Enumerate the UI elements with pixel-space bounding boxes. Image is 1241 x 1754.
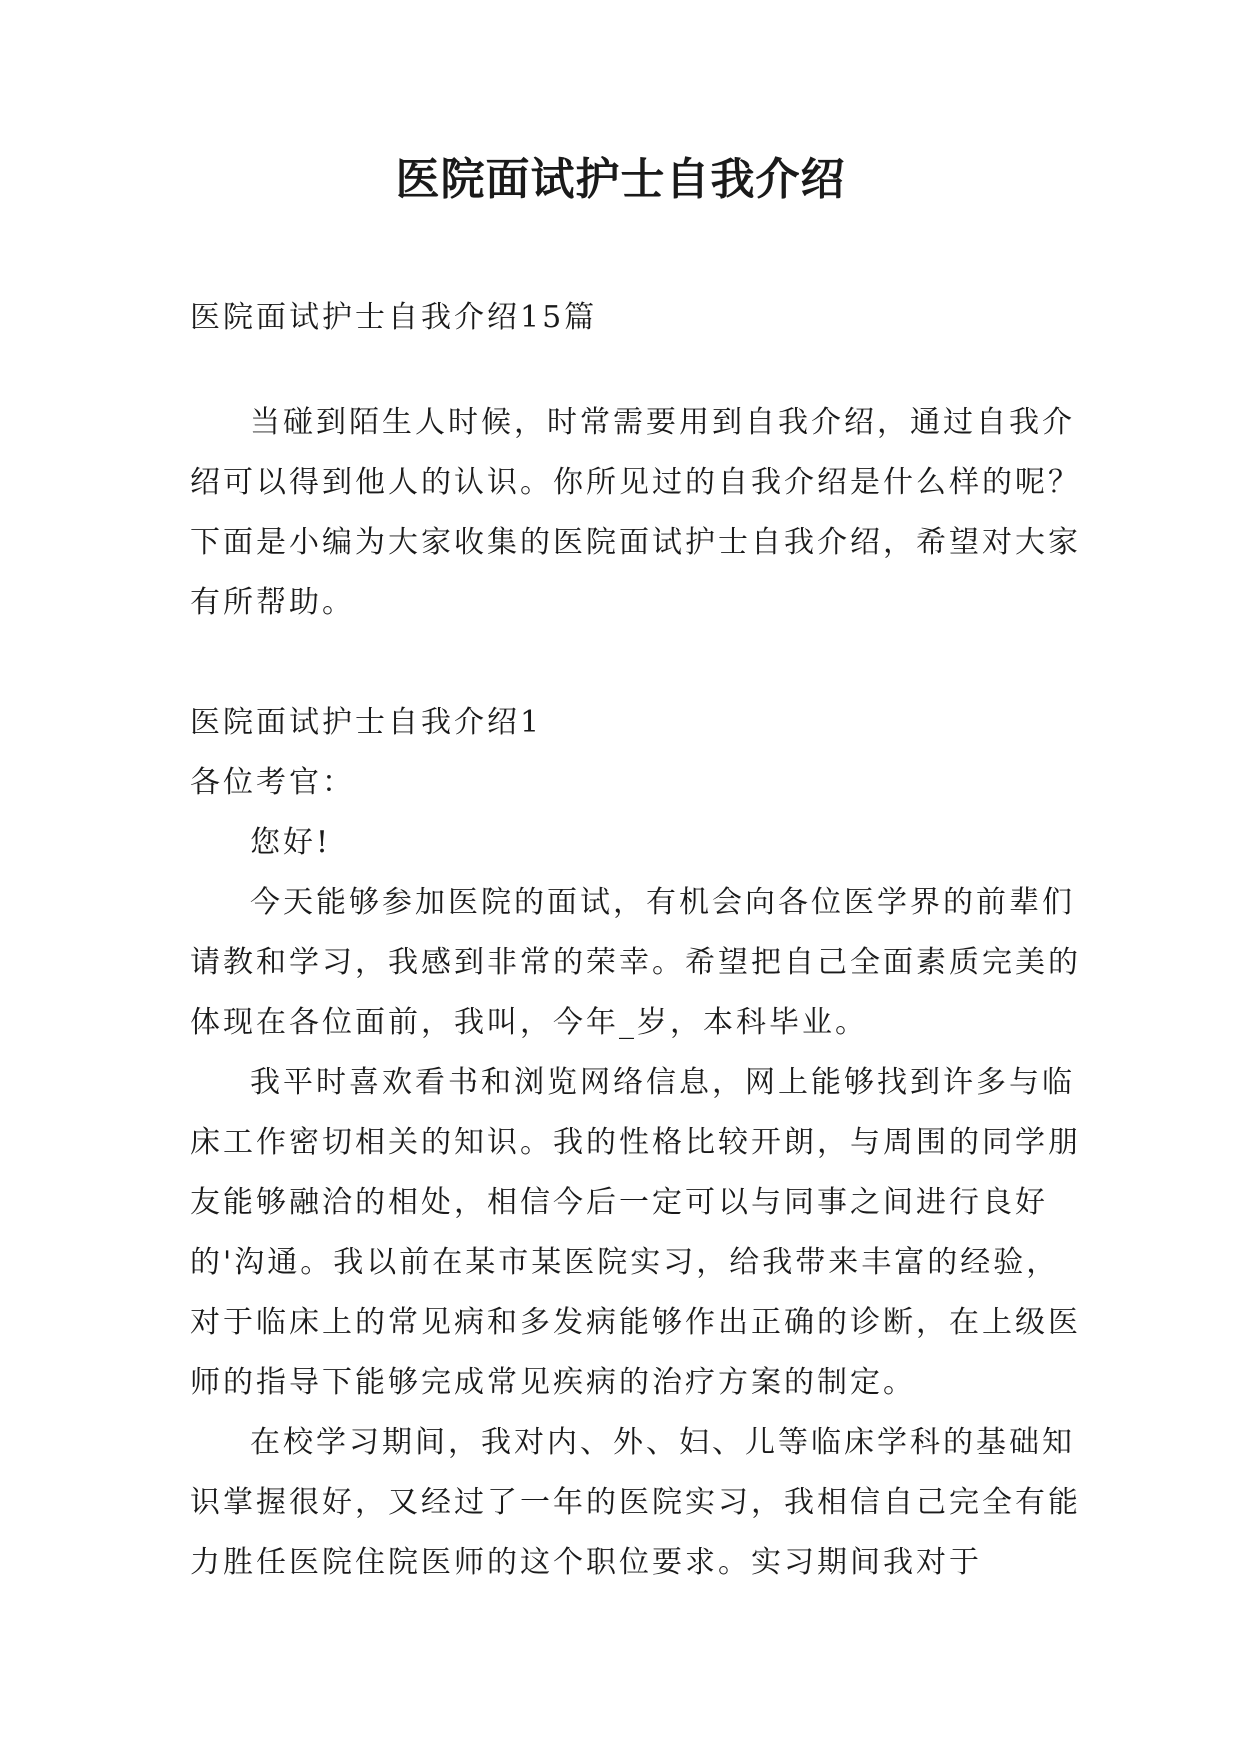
document-title: 医院面试护士自我介绍 [395,154,846,205]
greeting: 您好! [250,825,332,860]
salutation: 各位考官： [190,765,355,800]
document-body [190,288,1090,1593]
section-heading: 医院面试护士自我介绍1 [190,705,543,740]
body-paragraph: 在校学习期间，我对内、外、妇、儿等临床学科的基础知识掌握很好，又经过了一年的医院实习，我相信自己完全有能力胜任医院住院医师的这个职位要求。实习期间我对于 [190,1425,1081,1580]
body-paragraph: 今天能够参加医院的面试，有机会向各位医学界的前辈们请教和学习，我感到非常的荣幸。希望把自己全面素质完美的体现在各位面前，我叫，今年_岁，本科毕业。 [190,885,1081,1040]
subtitle: 医院面试护士自我介绍15篇 [190,300,598,335]
body-paragraph: 我平时喜欢看书和浏览网络信息，网上能够找到许多与临床工作密切相关的知识。我的性格比较开朗，与周围的同学朋友能够融洽的相处，相信今后一定可以与同事之间进行良好的'沟通。我以前在某市某医院实习，给我带来丰富的经验，对于临床上的常见病和多发病能够作出正确的诊断，在上级医师的指导下能够完成常见疾病的治疗方案的制定。 [190,1065,1081,1400]
intro-paragraph: 当碰到陌生人时候，时常需要用到自我介绍，通过自我介绍可以得到他人的认识。你所见过的自我介绍是什么样的呢？下面是小编为大家收集的医院面试护士自我介绍，希望对大家有所帮助。 [190,405,1081,620]
